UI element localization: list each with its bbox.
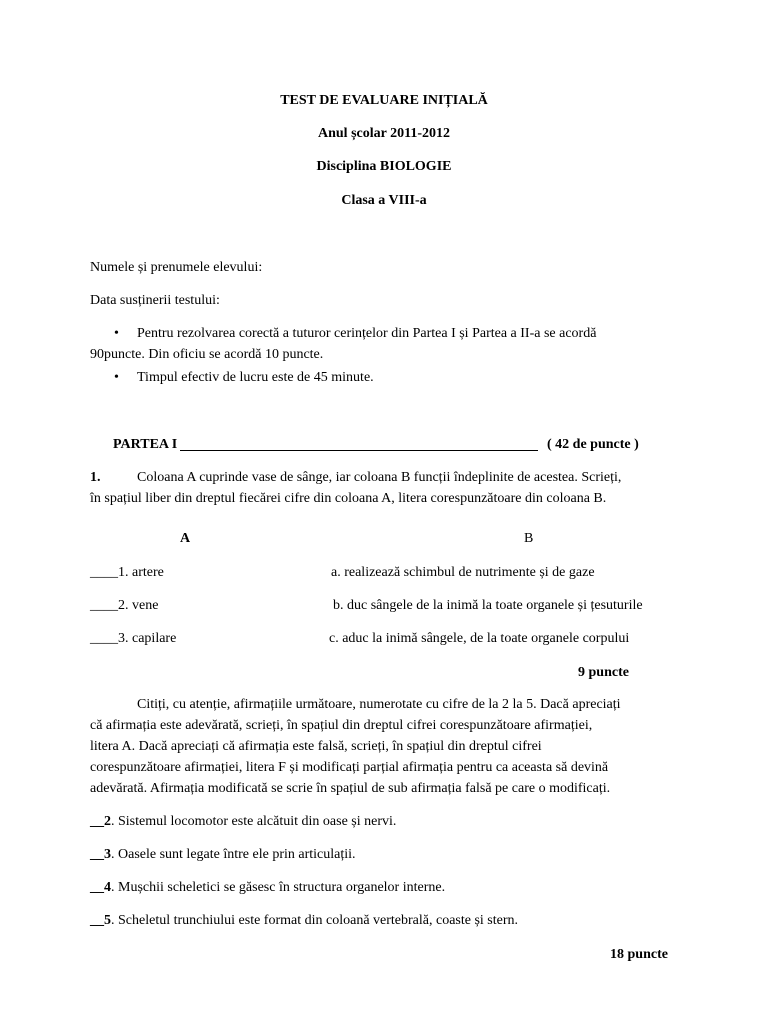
q1-row-1 [90, 563, 164, 583]
answer-blank[interactable]: ____ [90, 631, 118, 646]
column-b-item: c. aduc la inimă sângele, de la toate organele corpului [329, 631, 630, 646]
instruction-2: Timpul efectiv de lucru este de 45 minute. [137, 370, 374, 385]
part-1-title: PARTEA I [113, 437, 178, 452]
test-date-label: Data susținerii testului: [90, 293, 220, 308]
school-year: Anul școlar 2011-2012 [318, 126, 450, 141]
statement-number: 5 [104, 913, 111, 928]
statement-2 [90, 812, 396, 832]
answer-blank[interactable]: __ [90, 880, 104, 895]
answer-blank[interactable]: ____ [90, 598, 118, 613]
answer-blank[interactable]: __ [90, 913, 104, 928]
q1-row-2 [90, 596, 158, 616]
statement-text: . Mușchii scheletici se găsesc în structura organelor interne. [111, 880, 446, 895]
column-b-item: b. duc sângele de la inimă la toate organele și țesuturile [333, 598, 643, 613]
statement-number: 3 [104, 847, 111, 862]
q2-points: 18 puncte [610, 947, 668, 962]
q2-instructions-line-4: corespunzătoare afirmației, litera F și modificați parțial afirmația pentru ca aceasta să devină [90, 760, 609, 775]
q2-instructions-line-3: litera A. Dacă apreciați că afirmația este falsă, scrieți, în spațiul din dreptul cifrei [90, 739, 542, 754]
statement-number: 2 [104, 814, 111, 829]
part-1-points: ( 42 de puncte ) [547, 437, 639, 452]
column-a-item: 1. artere [118, 565, 164, 580]
q2-instructions-line-2: că afirmația este adevărată, scrieți, în spațiul din dreptul cifrei corespunzătoare afirmației, [90, 718, 593, 733]
statement-3 [90, 845, 356, 865]
statement-5 [90, 911, 518, 931]
subject: Disciplina BIOLOGIE [316, 159, 452, 174]
bullet-icon: • [114, 370, 119, 385]
instruction-1-line-1: Pentru rezolvarea corectă a tuturor cerințelor din Partea I și Partea a II-a se acordă [137, 326, 597, 341]
q1-row-3 [90, 629, 176, 649]
statement-4 [90, 878, 445, 898]
statement-text: . Scheletul trunchiului este format din coloană vertebrală, coaste și stern. [111, 913, 519, 928]
q1-number: 1. [90, 470, 101, 485]
q1-text-line-2: în spațiul liber din dreptul fiecărei cifre din coloana A, litera corespunzătoare din coloana B. [90, 491, 607, 506]
column-a-header: A [180, 531, 191, 546]
statement-number: 4 [104, 880, 111, 895]
statement-text: . Sistemul locomotor este alcătuit din oase și nervi. [111, 814, 397, 829]
column-b-header: B [524, 531, 534, 546]
q2-instructions-line-1: Citiți, cu atenție, afirmațiile următoare, numerotate cu cifre de la 2 la 5. Dacă apreciați [137, 697, 621, 712]
column-b-item: a. realizează schimbul de nutrimente și de gaze [331, 565, 595, 580]
student-name-label: Numele și prenumele elevului: [90, 260, 263, 275]
answer-blank[interactable]: __ [90, 847, 104, 862]
test-title: TEST DE EVALUARE INIȚIALĂ [280, 93, 488, 108]
answer-blank[interactable]: ____ [90, 565, 118, 580]
q1-points: 9 puncte [578, 665, 629, 680]
column-a-item: 2. vene [118, 598, 159, 613]
answer-blank[interactable]: __ [90, 814, 104, 829]
column-a-item: 3. capilare [118, 631, 177, 646]
grade: Clasa a VIII-a [341, 193, 427, 208]
statement-text: . Oasele sunt legate între ele prin articulații. [111, 847, 356, 862]
q1-text-line-1: Coloana A cuprinde vase de sânge, iar coloana B funcții îndeplinite de acestea. Scrieți, [137, 470, 622, 485]
part-1-underline [180, 450, 538, 451]
q2-instructions-line-5: adevărată. Afirmația modificată se scrie în spațiul de sub afirmația falsă pe care o modificați. [90, 781, 611, 796]
instruction-1-line-2: 90puncte. Din oficiu se acordă 10 puncte. [90, 347, 324, 362]
bullet-icon: • [114, 326, 119, 341]
